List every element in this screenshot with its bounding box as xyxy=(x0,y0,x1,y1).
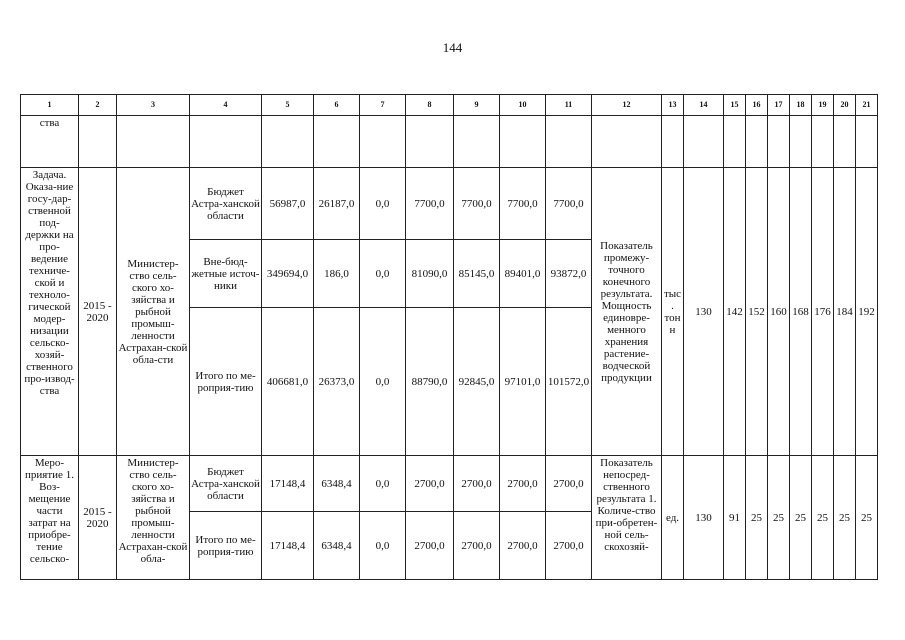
funding-value: 7700,0 xyxy=(500,168,546,240)
task-unit: тыс. тонн xyxy=(662,168,684,456)
target-value: 142 xyxy=(724,168,746,456)
measure-indicator: Показатель непосред-ственного результата 1. Количе-ство при-обретен-ной сель-скохозяй- xyxy=(592,456,662,580)
header-cell: 7 xyxy=(360,95,406,116)
measure-executor: Министер-ство сель-ского хо-зяйства и рыбной промыш-ленности Астрахан-ской обла- xyxy=(117,456,190,580)
funding-value: 17148,4 xyxy=(262,456,314,512)
target-value: 25 xyxy=(834,456,856,580)
header-cell: 3 xyxy=(117,95,190,116)
funding-value: 0,0 xyxy=(360,240,406,308)
header-cell: 21 xyxy=(856,95,878,116)
funding-value: 89401,0 xyxy=(500,240,546,308)
measure-unit: ед. xyxy=(662,456,684,580)
header-cell: 6 xyxy=(314,95,360,116)
funding-value: 2700,0 xyxy=(454,512,500,580)
header-cell: 17 xyxy=(768,95,790,116)
funding-value: 0,0 xyxy=(360,512,406,580)
header-cell: 1 xyxy=(21,95,79,116)
funding-value: 2700,0 xyxy=(406,456,454,512)
header-cell: 12 xyxy=(592,95,662,116)
header-cell: 19 xyxy=(812,95,834,116)
task-period: 2015 - 2020 xyxy=(79,168,117,456)
header-cell: 9 xyxy=(454,95,500,116)
header-cell: 4 xyxy=(190,95,262,116)
funding-value: 6348,4 xyxy=(314,512,360,580)
target-value: 168 xyxy=(790,168,812,456)
funding-value: 26187,0 xyxy=(314,168,360,240)
measure-row-regional-budget xyxy=(21,456,878,512)
target-value: 25 xyxy=(812,456,834,580)
funding-value: 7700,0 xyxy=(454,168,500,240)
target-value: 130 xyxy=(684,456,724,580)
funding-value: 2700,0 xyxy=(454,456,500,512)
target-value: 130 xyxy=(684,168,724,456)
funding-value: 101572,0 xyxy=(546,308,592,456)
target-value: 25 xyxy=(746,456,768,580)
funding-value: 26373,0 xyxy=(314,308,360,456)
funding-value: 2700,0 xyxy=(406,512,454,580)
header-row xyxy=(21,95,878,116)
target-value: 192 xyxy=(856,168,878,456)
header-cell: 16 xyxy=(746,95,768,116)
funding-value: 7700,0 xyxy=(406,168,454,240)
header-cell: 13 xyxy=(662,95,684,116)
funding-value: 88790,0 xyxy=(406,308,454,456)
funding-value: 81090,0 xyxy=(406,240,454,308)
task-indicator: Показатель промежу-точного конечного результата. Мощность единовре-менного хранения растение-водческой продукции xyxy=(592,168,662,456)
funding-value: 2700,0 xyxy=(546,456,592,512)
funding-value: 17148,4 xyxy=(262,512,314,580)
header-cell: 11 xyxy=(546,95,592,116)
funding-source: Бюджет Астра-ханской области xyxy=(190,168,262,240)
header-cell: 5 xyxy=(262,95,314,116)
funding-value: 93872,0 xyxy=(546,240,592,308)
target-value: 25 xyxy=(856,456,878,580)
target-value: 91 xyxy=(724,456,746,580)
funding-value: 6348,4 xyxy=(314,456,360,512)
task-description: Задача. Оказа-ние госу-дар-ственной под-держки на про-ведение техниче-ской и техноло-гической модер-низации сельско-хозяй-ственного про-извод-ства xyxy=(21,168,79,456)
target-value: 25 xyxy=(790,456,812,580)
target-value: 176 xyxy=(812,168,834,456)
header-cell: 15 xyxy=(724,95,746,116)
target-value: 184 xyxy=(834,168,856,456)
budget-table xyxy=(20,94,878,580)
task-row-regional-budget xyxy=(21,168,878,240)
header-cell: 10 xyxy=(500,95,546,116)
header-cell: 20 xyxy=(834,95,856,116)
header-cell: 8 xyxy=(406,95,454,116)
funding-source: Бюджет Астра-ханской области xyxy=(190,456,262,512)
header-cell: 14 xyxy=(684,95,724,116)
funding-value: 92845,0 xyxy=(454,308,500,456)
measure-period: 2015 - 2020 xyxy=(79,456,117,580)
funding-value: 85145,0 xyxy=(454,240,500,308)
funding-value: 97101,0 xyxy=(500,308,546,456)
target-value: 160 xyxy=(768,168,790,456)
funding-value: 0,0 xyxy=(360,308,406,456)
target-value: 25 xyxy=(768,456,790,580)
funding-value: 349694,0 xyxy=(262,240,314,308)
continuation-row xyxy=(21,116,878,168)
funding-source: Вне-бюд-жетные источ-ники xyxy=(190,240,262,308)
task-executor: Министер-ство сель-ского хо-зяйства и рыбной промыш-ленности Астрахан-ской обла-сти xyxy=(117,168,190,456)
funding-source: Итого по ме-роприя-тию xyxy=(190,512,262,580)
funding-value: 2700,0 xyxy=(546,512,592,580)
funding-value: 56987,0 xyxy=(262,168,314,240)
funding-value: 406681,0 xyxy=(262,308,314,456)
continuation-text: ства xyxy=(21,116,79,168)
measure-description: Меро-приятие 1. Воз-мещение части затрат на приобре-тение сельско- xyxy=(21,456,79,580)
target-value: 152 xyxy=(746,168,768,456)
funding-source: Итого по ме-роприя-тию xyxy=(190,308,262,456)
funding-value: 2700,0 xyxy=(500,512,546,580)
funding-value: 0,0 xyxy=(360,168,406,240)
page-number: 144 xyxy=(442,40,463,55)
header-cell: 18 xyxy=(790,95,812,116)
funding-value: 0,0 xyxy=(360,456,406,512)
funding-value: 186,0 xyxy=(314,240,360,308)
funding-value: 2700,0 xyxy=(500,456,546,512)
header-cell: 2 xyxy=(79,95,117,116)
funding-value: 7700,0 xyxy=(546,168,592,240)
